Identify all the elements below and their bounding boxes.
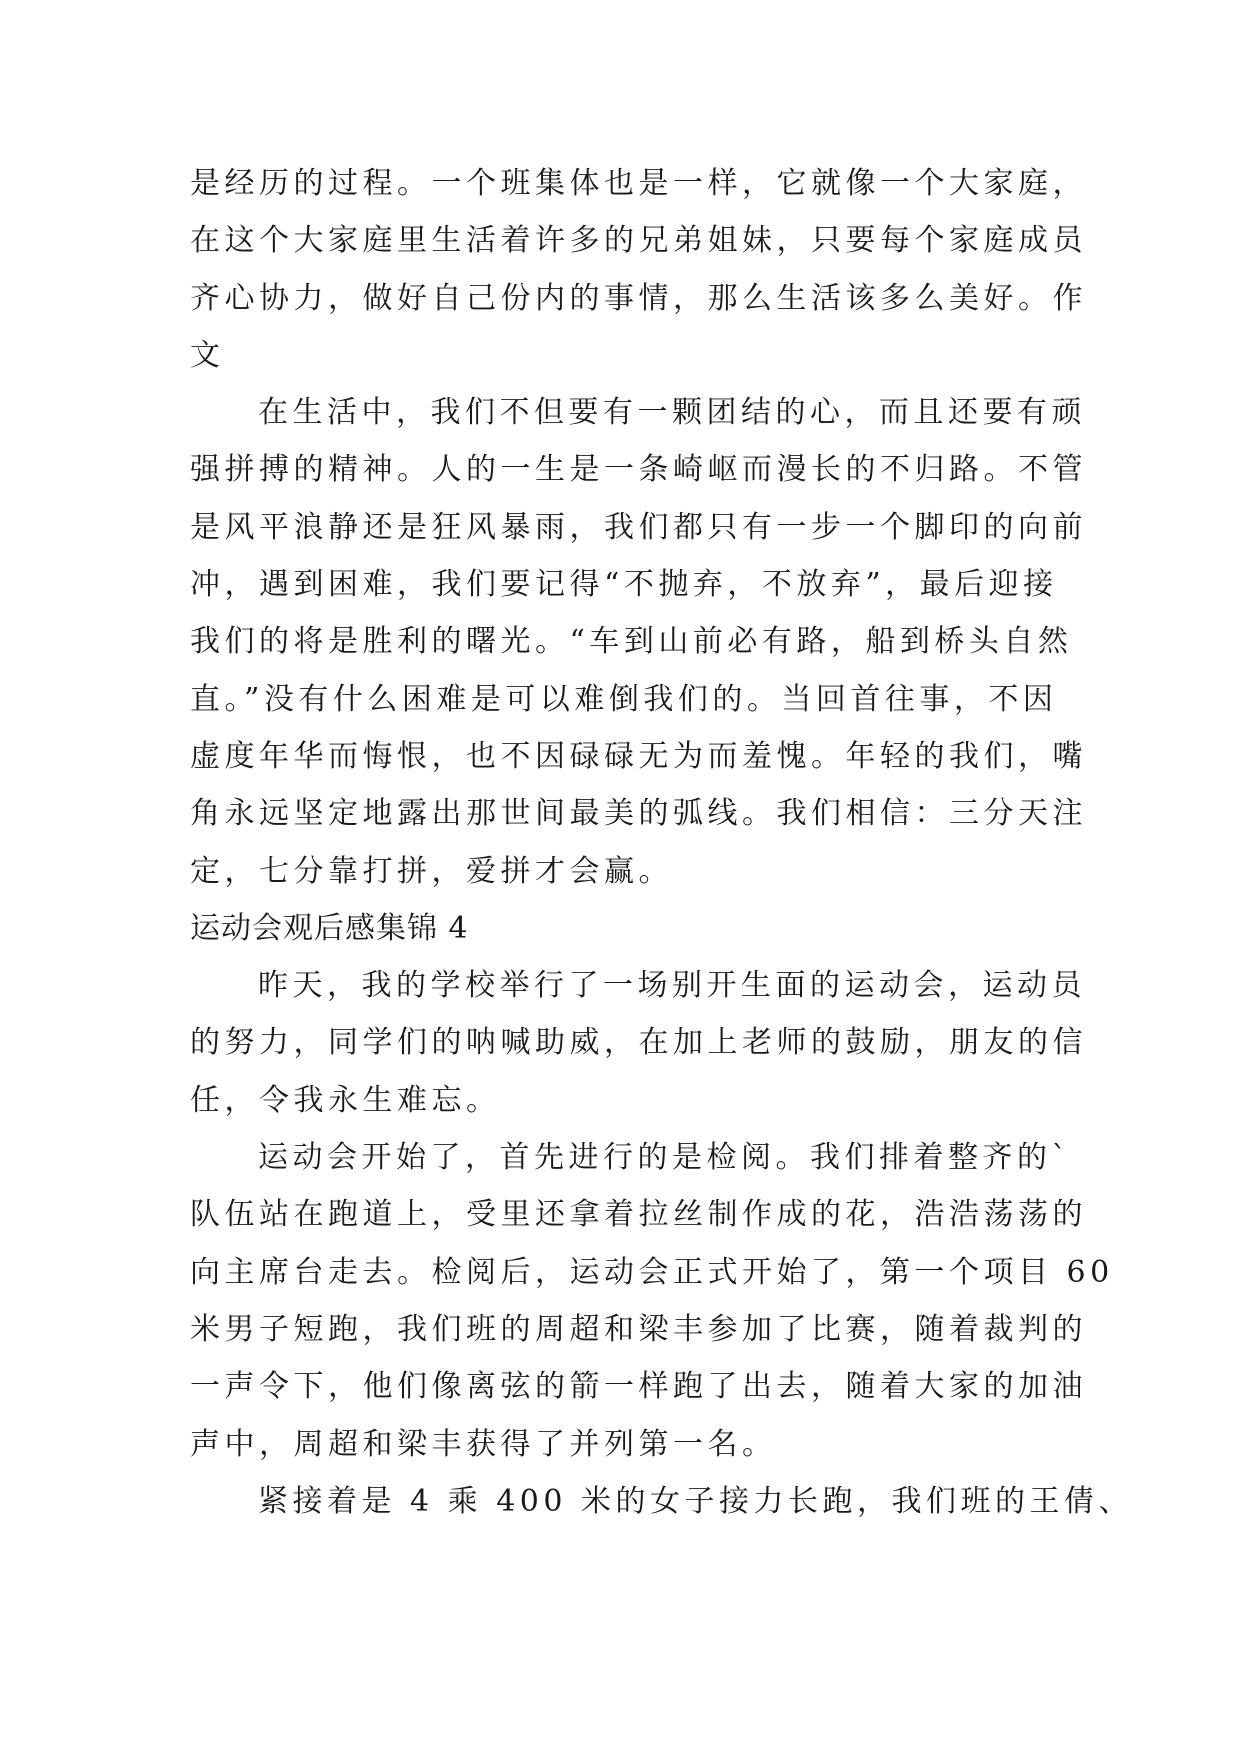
text-line: 直。”没有什么困难是可以难倒我们的。当回首往事，不因: [190, 681, 1058, 717]
paragraph-start-line: 运动会开始了，首先进行的是检阅。我们排着整齐的`: [258, 1140, 1071, 1176]
text-line: 文: [190, 337, 225, 373]
text-line: 在这个大家庭里生活着许多的兄弟姐妹，只要每个家庭成员: [190, 223, 1087, 259]
text-line: 我们的将是胜利的曙光。“车到山前必有路，船到桥头自然: [190, 624, 1073, 660]
text-line: 是风平浪静还是狂风暴雨，我们都只有一步一个脚印的向前: [190, 509, 1087, 545]
text-line: 角永远坚定地露出那世间最美的弧线。我们相信：三分天注: [190, 796, 1087, 832]
text-line: 队伍站在跑道上，受里还拿着拉丝制作成的花，浩浩荡荡的: [190, 1197, 1087, 1233]
text-line: 齐心协力，做好自己份内的事情，那么生活该多么美好。作: [190, 280, 1087, 316]
text-line: 米男子短跑，我们班的周超和梁丰参加了比赛，随着裁判的: [190, 1311, 1087, 1347]
paragraph-start-line: 在生活中，我们不但要有一颗团结的心，而且还要有顽: [258, 395, 1086, 431]
text-line: 冲，遇到困难，我们要记得“不抛弃，不放弃”，最后迎接: [190, 567, 1058, 603]
text-line: 定，七分靠打拼，爱拼才会赢。: [190, 853, 673, 889]
text-line: 强拼搏的精神。人的一生是一条崎岖而漫长的不归路。不管: [190, 452, 1087, 488]
text-line: 向主席台走去。检阅后，运动会正式开始了，第一个项目 60: [190, 1254, 1114, 1290]
text-line: 是经历的过程。一个班集体也是一样，它就像一个大家庭，: [190, 166, 1087, 201]
section-heading: 运动会观后感集锦 4: [190, 910, 469, 946]
paragraph-start-line: 昨天，我的学校举行了一场别开生面的运动会，运动员: [258, 968, 1086, 1004]
text-line: 一声令下，他们像离弦的箭一样跑了出去，随着大家的加油: [190, 1369, 1087, 1405]
text-line: 虚度年华而悔恨，也不因碌碌无为而羞愧。年轻的我们，嘴: [190, 738, 1087, 774]
text-line: 声中，周超和梁丰获得了并列第一名。: [190, 1426, 777, 1462]
paragraph-start-line: 紧接着是 4 乘 400 米的女子接力长跑，我们班的王倩、: [258, 1483, 1133, 1519]
text-line: 任，令我永生难忘。: [190, 1082, 501, 1118]
text-line: 的努力，同学们的呐喊助威，在加上老师的鼓励，朋友的信: [190, 1025, 1087, 1061]
body-text: [190, 155, 1133, 1530]
